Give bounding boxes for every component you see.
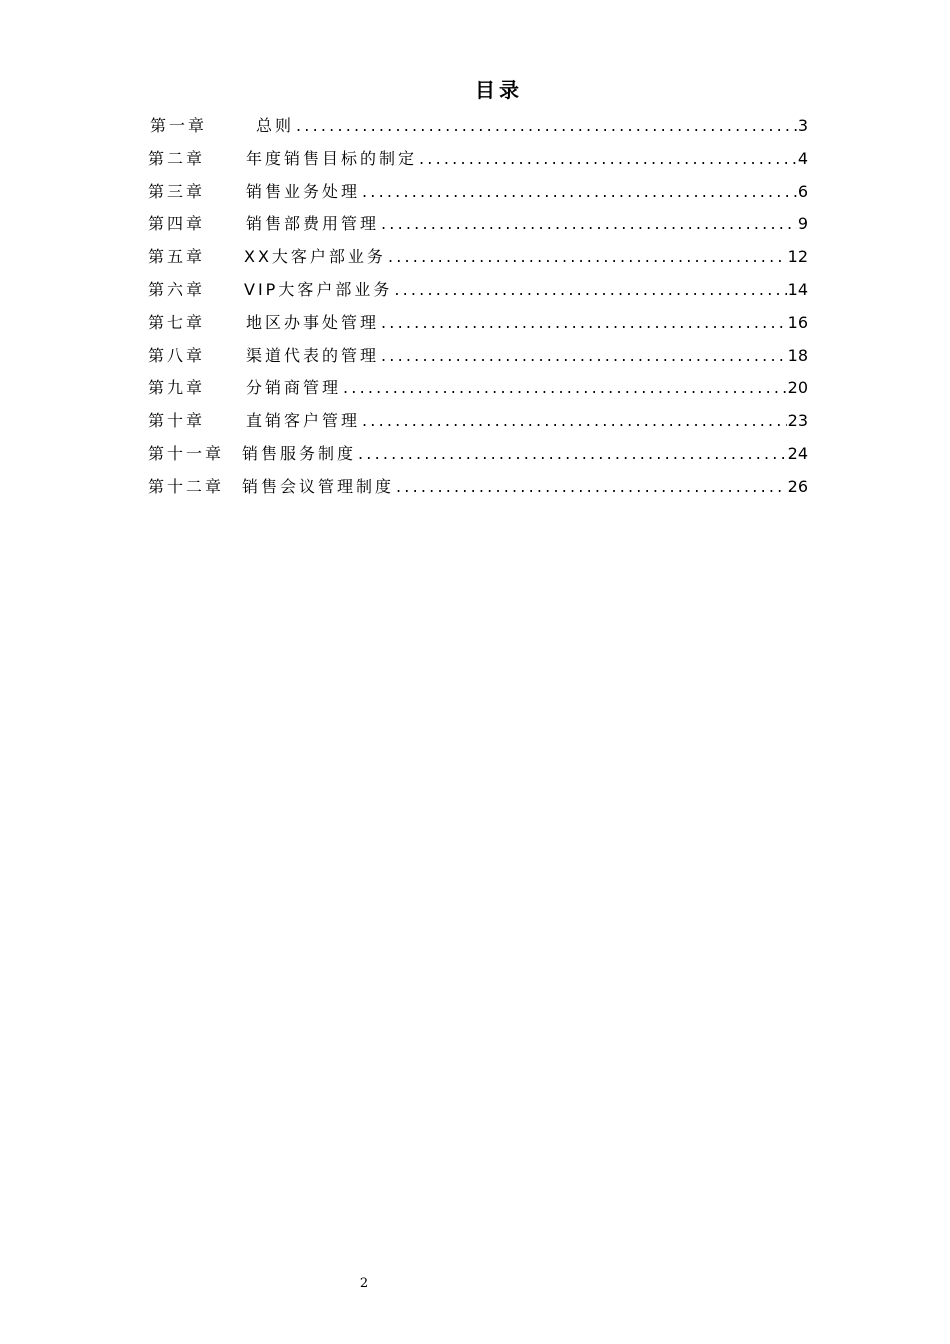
toc-page-number: 23 (787, 411, 808, 431)
table-of-contents (148, 110, 808, 504)
toc-entry[interactable] (148, 208, 808, 241)
toc-chapter-label: 第十章 (148, 411, 206, 431)
toc-chapter-label: 第三章 (148, 181, 206, 201)
toc-entry[interactable] (148, 471, 808, 504)
toc-page-number: 4 (797, 148, 808, 168)
toc-entry[interactable] (148, 241, 808, 274)
toc-dot-leader (381, 208, 797, 241)
toc-entry[interactable] (148, 340, 808, 373)
toc-entry-title: 年度销售目标的制定 (246, 148, 418, 168)
toc-chapter-label: 第五章 (148, 247, 206, 267)
toc-entry[interactable] (148, 143, 808, 176)
toc-page-number: 6 (797, 181, 808, 201)
toc-chapter-label: 第六章 (148, 279, 206, 299)
toc-entry[interactable] (148, 307, 808, 340)
toc-entry-title: VIP大客户部业务 (244, 279, 393, 299)
toc-chapter-label: 第十一章 (148, 443, 225, 463)
toc-entry[interactable] (148, 438, 808, 471)
toc-entry-title: 分销商管理 (246, 378, 342, 398)
toc-dot-leader (358, 438, 787, 471)
toc-entry-title: XX大客户部业务 (244, 247, 386, 267)
toc-chapter-label: 第十二章 (148, 476, 225, 496)
toc-dot-leader (362, 176, 797, 209)
toc-entry[interactable] (148, 110, 808, 143)
toc-page-number: 18 (787, 345, 808, 365)
toc-entry-title: 销售会议管理制度 (242, 476, 395, 496)
toc-chapter-label: 第二章 (148, 148, 206, 168)
toc-page-number: 3 (797, 116, 808, 135)
toc-dot-leader (396, 471, 787, 504)
toc-page-number: 14 (787, 279, 808, 299)
toc-dot-leader (362, 405, 787, 438)
toc-entry[interactable] (148, 405, 808, 438)
toc-title: 目录 (475, 78, 523, 102)
toc-page-number: 9 (797, 214, 808, 234)
toc-page-number: 20 (787, 378, 808, 398)
toc-dot-leader (381, 307, 787, 340)
toc-entry-title: 销售部费用管理 (246, 214, 380, 234)
toc-page-number: 24 (787, 443, 808, 463)
toc-page-number: 26 (787, 476, 808, 496)
toc-entry-title: 销售业务处理 (246, 181, 361, 201)
toc-dot-leader (388, 241, 787, 274)
toc-entry[interactable] (148, 176, 808, 209)
toc-entry-title: 渠道代表的管理 (246, 345, 380, 365)
toc-entry-title: 地区办事处管理 (246, 312, 380, 332)
toc-entry-title: 总则 (256, 116, 295, 135)
toc-entry-title: 直销客户管理 (246, 411, 361, 431)
toc-entry[interactable] (148, 372, 808, 405)
toc-dot-leader (343, 372, 787, 405)
toc-chapter-label: 第一章 (150, 116, 208, 135)
toc-chapter-label: 第八章 (148, 345, 206, 365)
toc-chapter-label: 第四章 (148, 214, 206, 234)
toc-page-number: 16 (787, 312, 808, 332)
page-footer-number: 2 (359, 1276, 369, 1291)
toc-chapter-label: 第九章 (148, 378, 206, 398)
toc-dot-leader (394, 274, 786, 307)
toc-entry-title: 销售服务制度 (242, 443, 357, 463)
toc-chapter-label: 第七章 (148, 312, 206, 332)
toc-dot-leader (296, 110, 797, 143)
toc-page-number: 12 (787, 247, 808, 267)
toc-dot-leader (381, 340, 787, 373)
toc-entry[interactable] (148, 274, 808, 307)
toc-dot-leader (419, 143, 797, 176)
